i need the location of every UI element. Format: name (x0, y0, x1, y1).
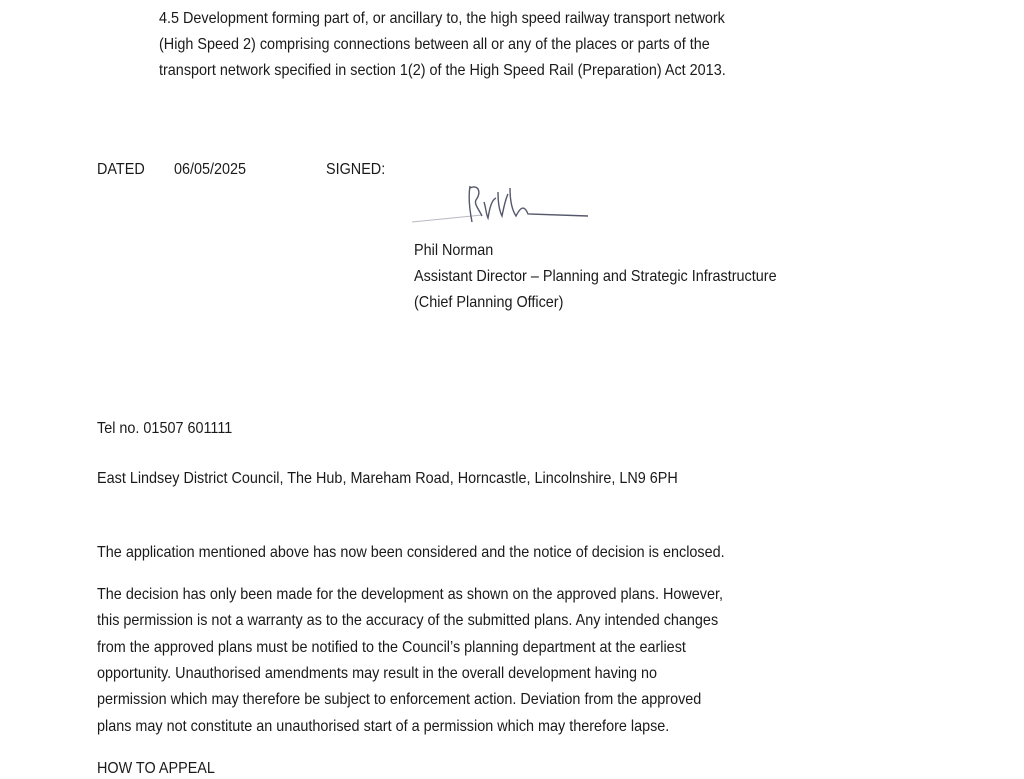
council-address: East Lindsey District Council, The Hub, Mareham Road, Horncastle, Lincolnshire, LN9 6PH (97, 470, 678, 487)
signatory-name: Phil Norman (414, 242, 494, 259)
paragraph-line: this permission is not a warranty as to the accuracy of the submitted plans. Any intended changes (97, 612, 719, 629)
paragraph-line: The decision has only been made for the development as shown on the approved plans. However, (97, 586, 723, 603)
paragraph-line: plans may not constitute an unauthorised start of a permission which may therefore lapse. (97, 718, 670, 735)
signatory-role: (Chief Planning Officer) (414, 294, 564, 311)
dated-label: DATED (97, 161, 145, 178)
date-value: 06/05/2025 (174, 161, 247, 178)
paragraph-line: permission which may therefore be subject to enforcement action. Deviation from the approved (97, 691, 702, 708)
telephone: Tel no. 01507 601111 (97, 420, 233, 437)
signatory-title: Assistant Director – Planning and Strategic Infrastructure (414, 268, 777, 285)
clause-line: transport network specified in section 1(2) of the High Speed Rail (Preparation) Act 2013. (159, 62, 726, 79)
decision-paragraph: The application mentioned above has now been considered and the notice of decision is enclosed. (97, 544, 725, 561)
paragraph-line: from the approved plans must be notified to the Council’s planning department at the earliest (97, 639, 686, 656)
how-to-appeal-heading: HOW TO APPEAL (97, 760, 215, 777)
clause-line: 4.5 Development forming part of, or ancillary to, the high speed railway transport network (159, 10, 725, 27)
signature-image (412, 178, 592, 228)
paragraph-line: opportunity. Unauthorised amendments may result in the overall development having no (97, 665, 658, 682)
signed-label: SIGNED: (326, 161, 386, 178)
clause-line: (High Speed 2) comprising connections between all or any of the places or parts of the (159, 36, 710, 53)
